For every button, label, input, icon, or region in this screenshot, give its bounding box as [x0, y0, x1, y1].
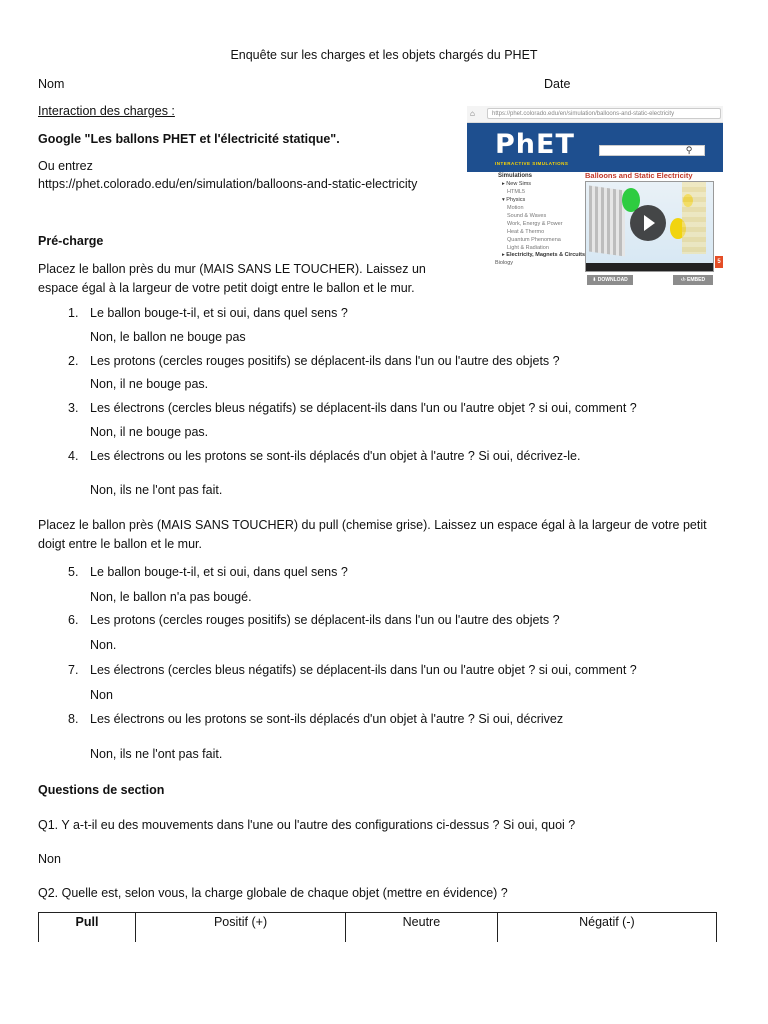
- name-label: Nom: [38, 77, 65, 91]
- answer-text: Non, ils ne l'ont pas fait.: [90, 747, 223, 761]
- answer-text: Non, ils ne l'ont pas fait.: [90, 483, 223, 497]
- phet-sidebar: [495, 172, 586, 267]
- section-heading-interaction: Interaction des charges :: [38, 104, 175, 118]
- sidebar-subitem: Quantum Phenomena: [507, 237, 561, 243]
- play-icon: [630, 205, 666, 241]
- question-text: Le ballon bouge-t-il, et si oui, dans quel sens ?: [90, 565, 348, 579]
- question-number: 5.: [68, 565, 79, 579]
- question-number: 7.: [68, 663, 79, 677]
- question-text: Les électrons ou les protons se sont-ils déplacés d'un objet à l'autre ? Si oui, décrivez-le.: [90, 449, 581, 463]
- sidebar-item-physics: ▾ Physics: [502, 197, 526, 203]
- question-q1: Q1. Y a-t-il eu des mouvements dans l'une ou l'autre des configurations ci-dessus ? Si oui, quoi ?: [38, 818, 576, 832]
- phet-banner: [467, 123, 723, 172]
- answer-text: Non: [90, 688, 113, 702]
- phet-logo: PhET: [495, 129, 575, 160]
- table-header-cell: Négatif (-): [497, 913, 716, 943]
- sidebar-subitem: Light & Radiation: [507, 245, 549, 251]
- table-header-cell: Pull: [39, 913, 136, 943]
- answer-q1: Non: [38, 852, 61, 866]
- phet-screenshot: [467, 106, 723, 292]
- home-icon: ⌂: [470, 109, 475, 118]
- question-number: 1.: [68, 306, 79, 320]
- html5-icon: 5: [715, 256, 723, 268]
- search-icon: ⚲: [685, 145, 693, 155]
- sidebar-subitem: Sound & Waves: [507, 213, 547, 219]
- browser-url-bar: [467, 106, 723, 123]
- answer-text: Non, il ne bouge pas.: [90, 425, 209, 439]
- wall-instruction: Placez le ballon près du mur (MAIS SANS LE TOUCHER). Laissez un espace égal à la largeur de votre petit doigt entre le ballon et le mur.: [38, 262, 426, 295]
- sweater-graphic: [589, 185, 625, 256]
- question-number: 3.: [68, 401, 79, 415]
- question-text: Le ballon bouge-t-il, et si oui, dans quel sens ?: [90, 306, 348, 320]
- sidebar-subitem: Heat & Thermo: [507, 229, 545, 235]
- answer-text: Non, le ballon n'a pas bougé.: [90, 590, 252, 604]
- document-title: Enquête sur les charges et les objets chargés du PHET: [230, 48, 538, 62]
- simulation-url: https://phet.colorado.edu/en/simulation/balloons-and-static-electricity: [38, 177, 418, 191]
- sweater-instruction: Placez le ballon près (MAIS SANS TOUCHER) du pull (chemise grise). Laissez un espace égal à la largeur de votre petit doigt entre le ballon et le mur.: [38, 518, 707, 551]
- sidebar-item-biology: Biology: [495, 260, 514, 266]
- question-text: Les protons (cercles rouges positifs) se déplacent-ils dans l'un ou l'autre des objets ?: [90, 613, 560, 627]
- sidebar-subitem: Motion: [507, 205, 524, 211]
- question-q2: Q2. Quelle est, selon vous, la charge globale de chaque objet (mettre en évidence) ?: [38, 886, 508, 900]
- table-header-cell: Positif (+): [136, 913, 346, 943]
- date-label: Date: [544, 77, 571, 91]
- charge-table: [38, 912, 717, 942]
- question-text: Les protons (cercles rouges positifs) se déplacent-ils dans l'un ou l'autre des objets ?: [90, 354, 560, 368]
- question-text: Les électrons (cercles bleus négatifs) se déplacent-ils dans l'un ou l'autre objet ? si oui, comment ?: [90, 663, 637, 677]
- sidebar-item-electricity: ▸ Electricity, Magnets & Circuits: [502, 252, 586, 258]
- question-number: 4.: [68, 449, 79, 463]
- question-number: 8.: [68, 712, 79, 726]
- sidebar-heading: Simulations: [498, 173, 533, 179]
- or-enter-label: Ou entrez: [38, 159, 93, 173]
- embed-button: ‹/› EMBED: [673, 275, 713, 285]
- phet-logo-subtitle: INTERACTIVE SIMULATIONS: [495, 161, 569, 166]
- sidebar-subitem: Work, Energy & Power: [507, 221, 563, 227]
- table-header-cell: Neutre: [346, 913, 498, 943]
- section-questions-heading: Questions de section: [38, 783, 165, 797]
- answer-text: Non, le ballon ne bouge pas: [90, 330, 246, 344]
- simulation-video: [585, 181, 714, 272]
- video-control-bar: [586, 263, 713, 271]
- question-number: 6.: [68, 613, 79, 627]
- simulation-title: Balloons and Static Electricity: [585, 171, 693, 180]
- google-instruction: Google "Les ballons PHET et l'électricité statique".: [38, 132, 340, 146]
- question-number: 2.: [68, 354, 79, 368]
- download-button: ⬇ DOWNLOAD: [587, 275, 633, 285]
- url-field: https://phet.colorado.edu/en/simulation/balloons-and-static-electricity: [487, 108, 721, 119]
- answer-text: Non.: [90, 638, 117, 652]
- table-header-row: [39, 913, 717, 943]
- precharge-heading: Pré-charge: [38, 234, 104, 248]
- wall-graphic: [682, 182, 706, 254]
- question-text: Les électrons (cercles bleus négatifs) se déplacent-ils dans l'un ou l'autre objet ? si oui, comment ?: [90, 401, 637, 415]
- question-text: Les électrons ou les protons se sont-ils déplacés d'un objet à l'autre ? Si oui, décrivez: [90, 712, 564, 726]
- sidebar-item: HTML5: [507, 189, 526, 195]
- answer-text: Non, il ne bouge pas.: [90, 377, 209, 391]
- sidebar-item: ▸ New Sims: [502, 181, 532, 187]
